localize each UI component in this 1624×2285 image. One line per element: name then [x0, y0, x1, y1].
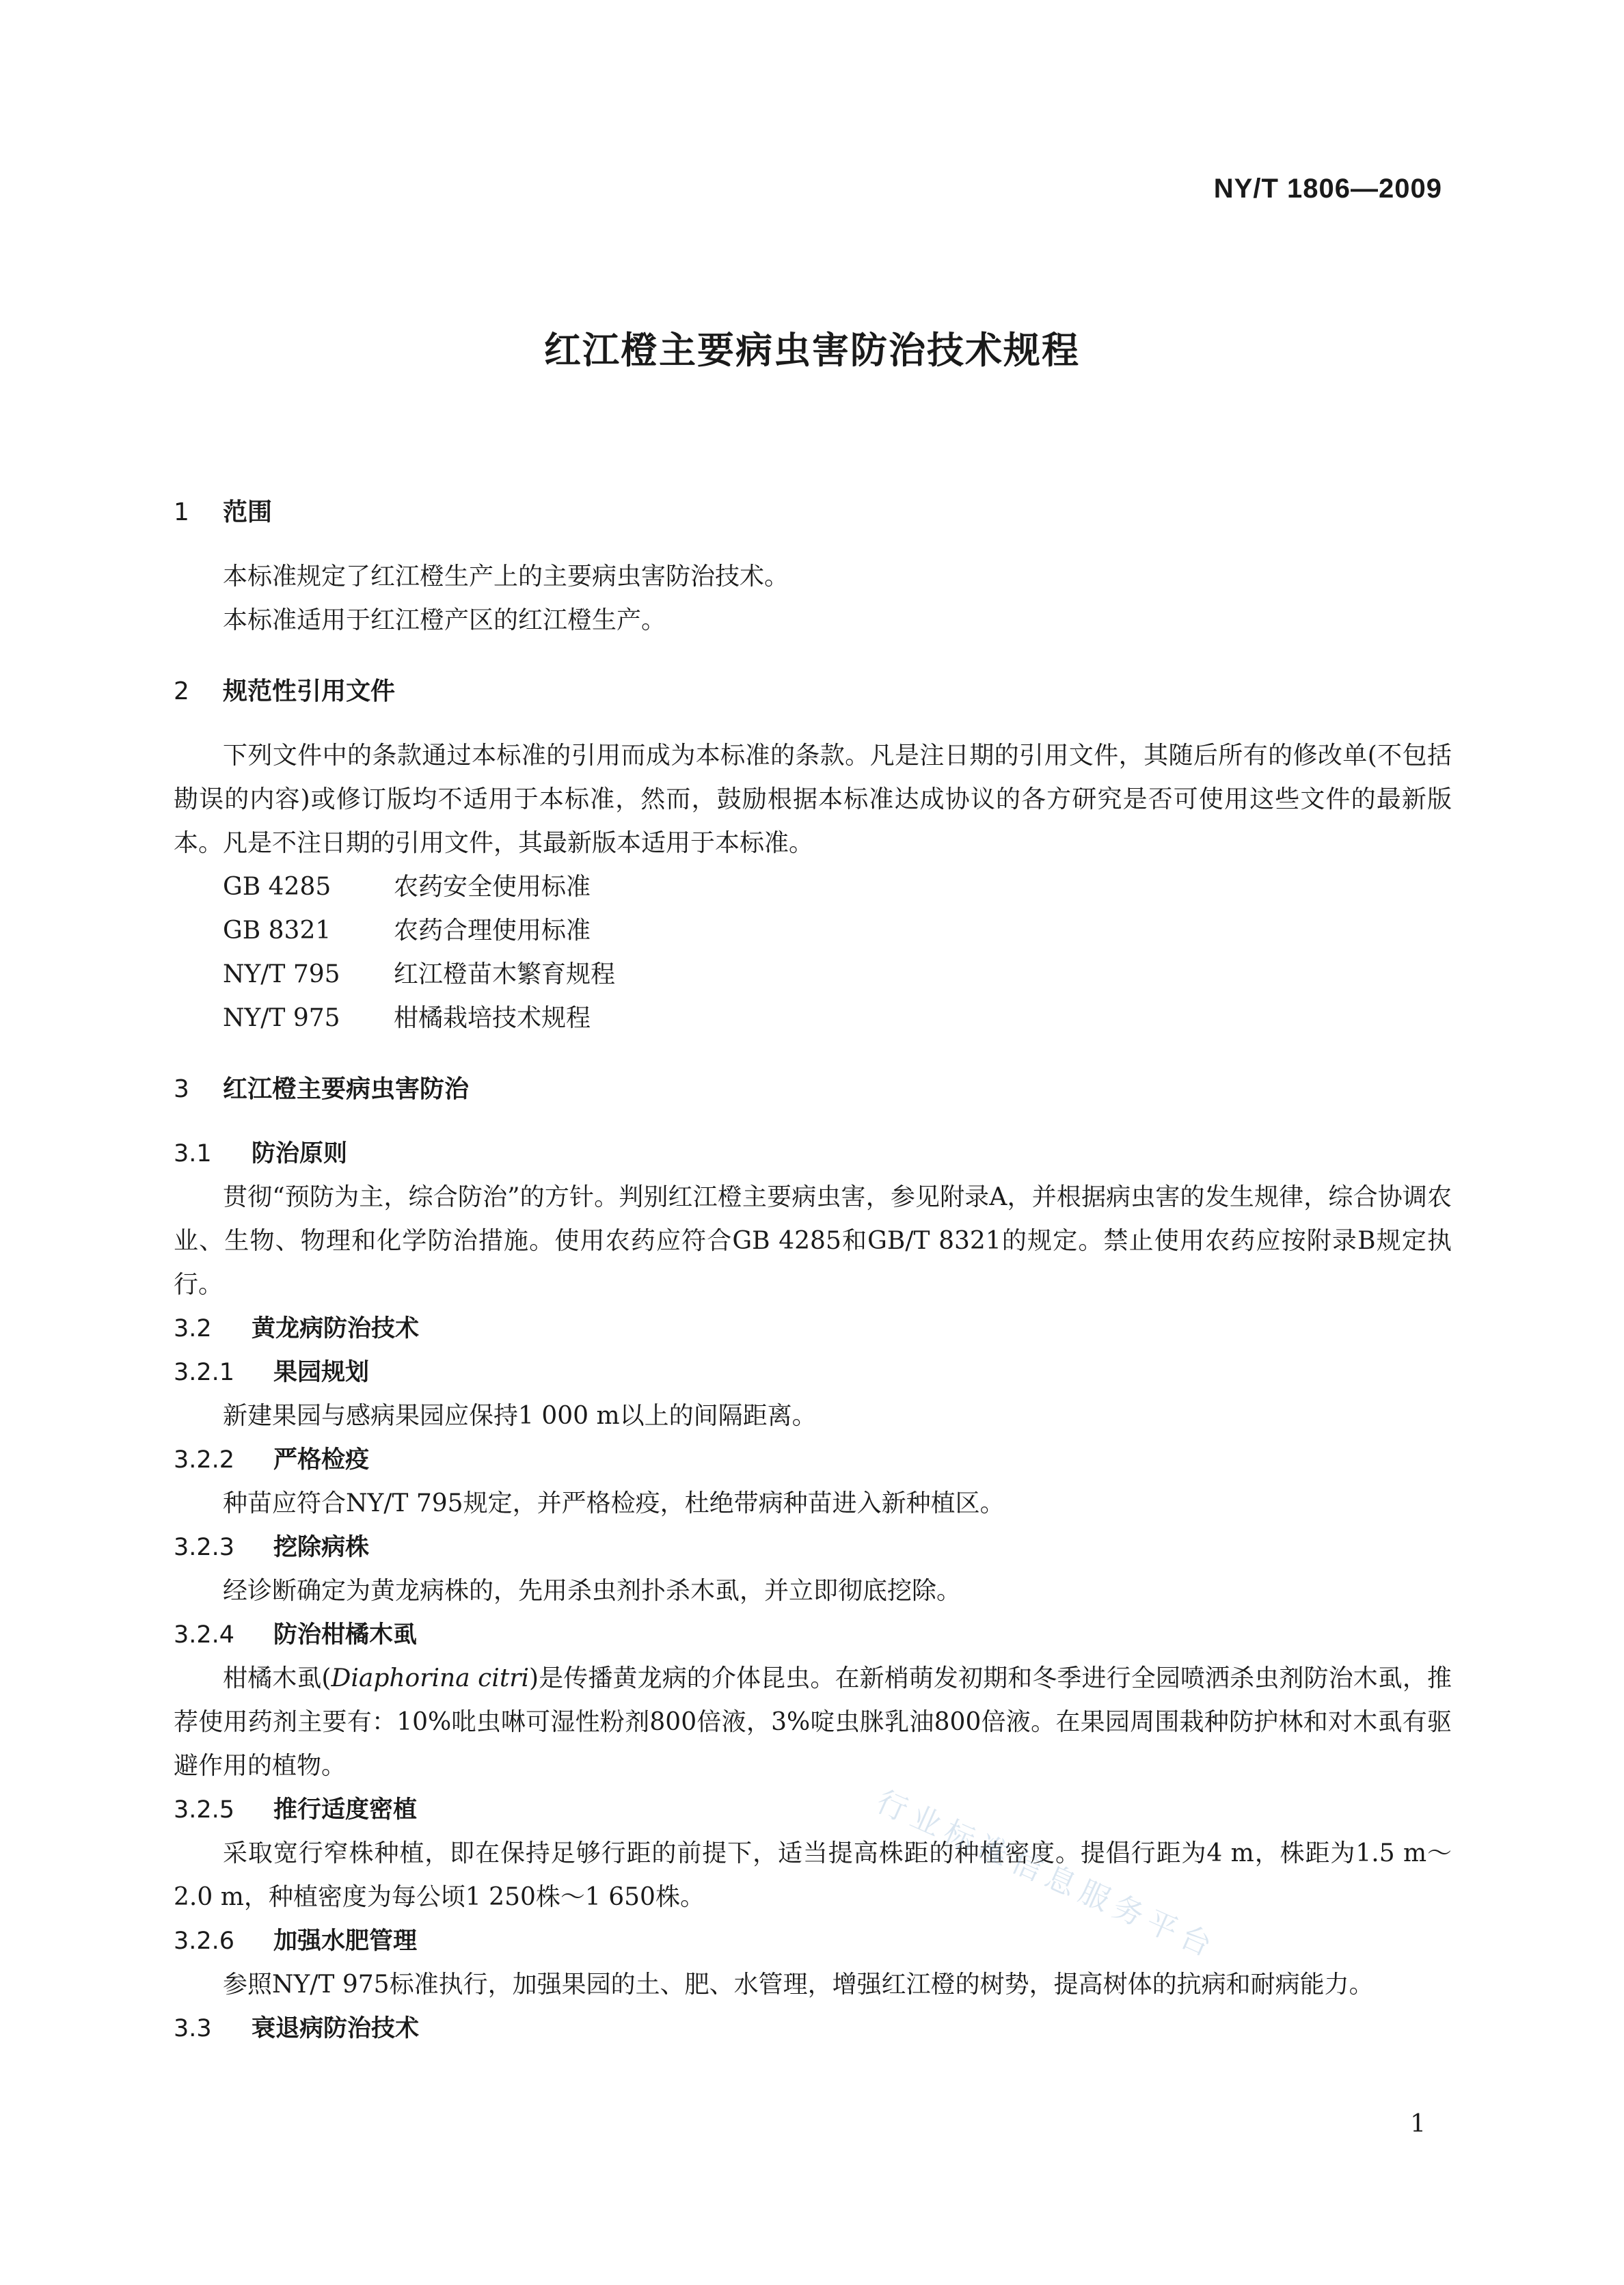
document-body	[174, 491, 1452, 2051]
reference-code: NY/T 975	[223, 1004, 340, 1032]
reference-code: NY/T 795	[223, 960, 340, 988]
paragraph: 下列文件中的条款通过本标准的引用而成为本标准的条款。凡是注日期的引用文件，其随后所有的修改单(不包括勘误的内容)或修订版均不适用于本标准，然而，鼓励根据本标准达成协议的各方研究是否可使用这些文件的最新版本。凡是不注日期的引用文件，其最新版本适用于本标准。	[174, 742, 1452, 857]
document-title: 红江橙主要病虫害防治技术规程	[544, 329, 1080, 372]
paragraph: 经诊断确定为黄龙病株的，先用杀虫剂扑杀木虱，并立即彻底挖除。	[223, 1577, 962, 1605]
reference-item	[174, 953, 1452, 997]
page-number: 1	[1410, 2110, 1426, 2138]
subsection-title: 黄龙病防治技术	[252, 1315, 420, 1342]
subsection-number: 3.3	[174, 2015, 212, 2042]
subsection-3-3-heading	[174, 2007, 1452, 2051]
subsection-3-2-1-heading	[174, 1351, 1452, 1394]
subsection-number: 3.1	[174, 1140, 212, 1167]
subsection-3-2-2-heading	[174, 1438, 1452, 1482]
section-1-heading	[174, 491, 1452, 535]
subsection-3-2-4-heading	[174, 1613, 1452, 1657]
standard-code: NY/T 1806—2009	[1213, 174, 1442, 204]
subsection-3-2-5-heading	[174, 1788, 1452, 1832]
paragraph: 贯彻“预防为主，综合防治”的方针。判别红江橙主要病虫害，参见附录A，并根据病虫害的发生规律，综合协调农业、生物、物理和化学防治措施。使用农药应符合GB 4285和GB/T 8321的规定。禁止使用农药应按附录B规定执行。	[174, 1183, 1452, 1299]
reference-item	[174, 997, 1452, 1040]
subsection-number: 3.2.5	[174, 1796, 235, 1824]
paragraph: 种苗应符合NY/T 795规定，并严格检疫，杜绝带病种苗进入新种植区。	[223, 1489, 1005, 1517]
paragraph	[174, 1657, 1452, 1788]
section-title: 规范性引用文件	[223, 677, 396, 705]
subsection-title: 防治柑橘木虱	[273, 1621, 418, 1649]
paragraph: 本标准规定了红江橙生产上的主要病虫害防治技术。	[223, 563, 789, 591]
subsection-title: 果园规划	[273, 1359, 370, 1386]
reference-item	[174, 909, 1452, 953]
reference-name: 农药合理使用标准	[394, 917, 591, 945]
section-number: 2	[174, 677, 189, 705]
subsection-number: 3.2.3	[174, 1534, 235, 1561]
latin-species-name: Diaphorina citri	[331, 1664, 530, 1692]
reference-code: GB 4285	[223, 873, 331, 901]
subsection-title: 挖除病株	[273, 1534, 370, 1561]
reference-code: GB 8321	[223, 917, 331, 945]
subsection-3-1-heading	[174, 1132, 1452, 1176]
section-number: 1	[174, 498, 189, 526]
subsection-title: 衰退病防治技术	[252, 2015, 420, 2042]
watermark: 行业标准信息服务平台	[871, 1784, 1223, 1966]
section-title: 红江橙主要病虫害防治	[223, 1075, 470, 1103]
subsection-title: 加强水肥管理	[273, 1928, 418, 1955]
subsection-3-2-heading	[174, 1307, 1452, 1351]
text-run: )是传播黄龙病的介体昆虫。在新梢萌发初期和冬季进行全园喷洒杀虫剂防治木虱，推荐使用药剂主要有：10%吡虫啉可湿性粉剂800倍液，3%啶虫脒乳油800倍液。在果园周围栽种防护林和对木虱有驱避作用的植物。	[174, 1664, 1452, 1780]
subsection-title: 防治原则	[252, 1140, 348, 1167]
paragraph: 新建果园与感病果园应保持1 000 m以上的间隔距离。	[223, 1402, 817, 1430]
subsection-3-2-3-heading	[174, 1526, 1452, 1569]
reference-item	[174, 865, 1452, 909]
subsection-number: 3.2	[174, 1315, 212, 1342]
text-run: 柑橘木虱(	[223, 1664, 331, 1692]
reference-name: 红江橙苗木繁育规程	[394, 960, 616, 988]
reference-name: 柑橘栽培技术规程	[394, 1004, 591, 1032]
paragraph: 参照NY/T 975标准执行，加强果园的土、肥、水管理，增强红江橙的树势，提高树体的抗病和耐病能力。	[223, 1971, 1374, 1999]
section-3-heading	[174, 1068, 1452, 1111]
section-2-heading	[174, 670, 1452, 714]
subsection-3-2-6-heading	[174, 1919, 1452, 1963]
subsection-number: 3.2.2	[174, 1446, 235, 1474]
subsection-title: 严格检疫	[273, 1446, 370, 1474]
section-number: 3	[174, 1075, 189, 1103]
subsection-title: 推行适度密植	[273, 1796, 418, 1824]
paragraph: 采取宽行窄株种植，即在保持足够行距的前提下，适当提高株距的种植密度。提倡行距为4 m，株距为1.5 m～2.0 m，种植密度为每公顷1 250株～1 650株。	[174, 1839, 1452, 1911]
section-title: 范围	[223, 498, 273, 526]
subsection-number: 3.2.4	[174, 1621, 235, 1649]
paragraph: 本标准适用于红江橙产区的红江橙生产。	[223, 606, 666, 634]
subsection-number: 3.2.6	[174, 1928, 235, 1955]
reference-name: 农药安全使用标准	[394, 873, 591, 901]
subsection-number: 3.2.1	[174, 1359, 235, 1386]
